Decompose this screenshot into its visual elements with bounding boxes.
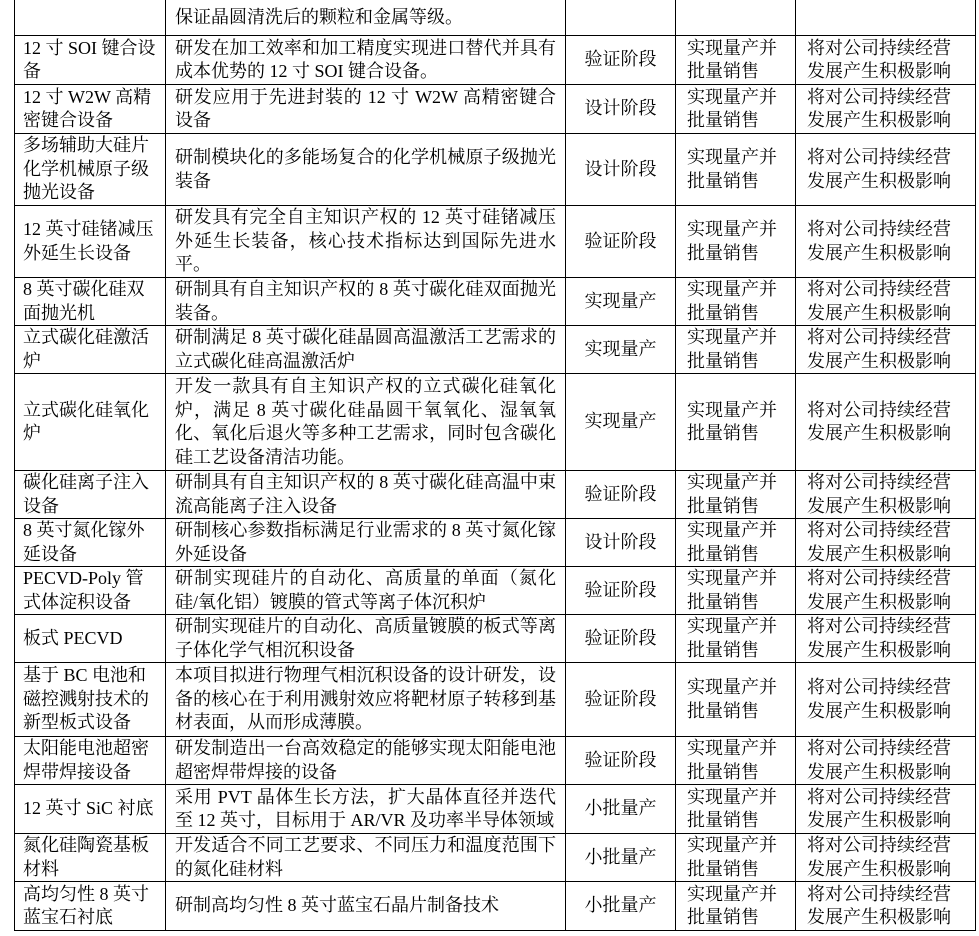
cell-impact-text: 将对公司持续经营发展产生积极影响 [807, 86, 951, 130]
cell-stage [566, 737, 676, 784]
cell-impact-text: 将对公司持续经营发展产生积极影响 [807, 677, 951, 721]
cell-target [676, 36, 796, 84]
cell-goal-text: 研发在加工效率和加工精度实现进口替代并具有成本优势的 12 寸 SOI 键合设备。 [175, 37, 556, 81]
cell-goal [166, 471, 566, 518]
cell-target [676, 737, 796, 784]
cell-stage-text: 验证阶段 [584, 230, 657, 251]
cell-impact-text: 将对公司持续经营发展产生积极影响 [807, 37, 951, 81]
cell-target-text: 实现量产并批量销售 [687, 86, 777, 130]
cell-goal [166, 85, 566, 133]
cell-target-text: 实现量产并批量销售 [687, 835, 777, 879]
cell-goal [166, 567, 566, 614]
cell-stage [566, 615, 676, 662]
cell-stage [566, 785, 676, 833]
cell-goal-text: 研制模块化的多能场复合的化学机械原子级抛光装备 [175, 147, 556, 191]
cell-target-text: 实现量产并批量销售 [687, 883, 777, 927]
cell-stage-text: 实现量产 [584, 338, 657, 359]
cell-goal-text: 研制实现硅片的自动化、高质量的单面（氮化硅/氧化铝）镀膜的管式等离子体沉积炉 [175, 568, 556, 612]
cell-goal [166, 663, 566, 736]
project-table [14, 0, 976, 931]
cell-goal [166, 326, 566, 373]
cell-impact [796, 567, 976, 614]
cell-target [676, 134, 796, 205]
table-row [15, 206, 976, 278]
cell-stage [566, 134, 676, 205]
cell-target-text: 实现量产并批量销售 [687, 520, 777, 564]
cell-impact-text: 将对公司持续经营发展产生积极影响 [807, 219, 951, 263]
cell-stage-text: 验证阶段 [584, 627, 657, 648]
cell-target [676, 567, 796, 614]
cell-target-text: 实现量产并批量销售 [687, 472, 777, 516]
cell-stage-text: 验证阶段 [584, 749, 657, 770]
cell-stage [566, 0, 676, 35]
cell-target [676, 882, 796, 930]
cell-stage-text: 实现量产 [584, 290, 657, 311]
cell-stage-text: 小批量产 [584, 846, 657, 867]
cell-goal-text: 研发具有完全自主知识产权的 12 英寸硅锗减压外延生长装备，核心技术指标达到国际先进水平。 [175, 207, 556, 275]
cell-project [15, 374, 166, 470]
cell-impact [796, 471, 976, 518]
cell-goal-text: 研制高均匀性 8 英寸蓝宝石晶片制备技术 [175, 895, 499, 916]
cell-impact-text: 将对公司持续经营发展产生积极影响 [807, 279, 951, 323]
cell-target-text: 实现量产并批量销售 [687, 37, 777, 81]
cell-goal [166, 278, 566, 325]
cell-stage-text: 实现量产 [584, 411, 657, 432]
cell-stage [566, 206, 676, 277]
cell-project-text: 基于 BC 电池和磁控溅射技术的新型板式设备 [23, 665, 149, 733]
cell-impact-text: 将对公司持续经营发展产生积极影响 [807, 147, 951, 191]
cell-stage [566, 85, 676, 133]
cell-project [15, 663, 166, 736]
cell-goal [166, 519, 566, 566]
cell-target [676, 615, 796, 662]
cell-goal-text: 研制具有自主知识产权的 8 英寸碳化硅高温中束流高能离子注入设备 [175, 472, 556, 516]
cell-project-text: 氮化硅陶瓷基板材料 [23, 835, 149, 879]
cell-target [676, 374, 796, 470]
cell-stage-text: 验证阶段 [584, 579, 657, 600]
cell-impact [796, 834, 976, 881]
cell-target [676, 834, 796, 881]
cell-project-text: 太阳能电池超密焊带焊接设备 [23, 738, 149, 782]
cell-impact [796, 206, 976, 277]
cell-target [676, 278, 796, 325]
cell-impact-text: 将对公司持续经营发展产生积极影响 [807, 568, 951, 612]
cell-goal-text: 本项目拟进行物理气相沉积设备的设计研发，设备的核心在于利用溅射效应将靶材原子转移到基材表面，从而形成薄膜。 [175, 665, 556, 733]
cell-stage [566, 834, 676, 881]
table-row [15, 567, 976, 615]
cell-target-text: 实现量产并批量销售 [687, 147, 777, 191]
cell-impact [796, 519, 976, 566]
cell-goal-text: 研发制造出一台高效稳定的能够实现太阳能电池超密焊带焊接的设备 [175, 738, 556, 782]
cell-project [15, 85, 166, 133]
cell-project [15, 326, 166, 373]
cell-target [676, 471, 796, 518]
cell-target-text: 实现量产并批量销售 [687, 327, 777, 371]
cell-target-text: 实现量产并批量销售 [687, 786, 777, 830]
cell-goal [166, 615, 566, 662]
cell-project-text: 8 英寸氮化镓外延设备 [23, 520, 145, 564]
cell-stage [566, 278, 676, 325]
cell-goal [166, 785, 566, 833]
cell-project-text: 碳化硅离子注入设备 [23, 472, 149, 516]
cell-project-text: PECVD-Poly 管式体淀积设备 [23, 568, 144, 612]
cell-project-text: 高均匀性 8 英寸蓝宝石衬底 [23, 883, 149, 927]
cell-goal [166, 882, 566, 930]
cell-impact-text: 将对公司持续经营发展产生积极影响 [807, 786, 951, 830]
table-row [15, 882, 976, 931]
cell-target-text: 实现量产并批量销售 [687, 399, 777, 443]
table-row [15, 85, 976, 134]
cell-impact [796, 785, 976, 833]
cell-impact-text: 将对公司持续经营发展产生积极影响 [807, 738, 951, 782]
cell-goal-text: 保证晶圆清洗后的颗粒和金属等级。 [175, 6, 463, 27]
cell-project-text: 12 英寸硅锗减压外延生长设备 [23, 219, 154, 263]
cell-impact-text: 将对公司持续经营发展产生积极影响 [807, 616, 951, 660]
cell-goal-text: 研发应用于先进封装的 12 寸 W2W 高精密键合设备 [175, 86, 556, 130]
cell-goal [166, 374, 566, 470]
cell-stage-text: 验证阶段 [584, 483, 657, 504]
cell-impact [796, 0, 976, 35]
cell-impact-text: 将对公司持续经营发展产生积极影响 [807, 399, 951, 443]
table-row [15, 134, 976, 206]
table-row [15, 0, 976, 36]
cell-project-text: 12 寸 W2W 高精密键合设备 [23, 86, 152, 130]
cell-impact-text: 将对公司持续经营发展产生积极影响 [807, 835, 951, 879]
cell-project-text: 8 英寸碳化硅双面抛光机 [23, 279, 145, 323]
cell-impact [796, 85, 976, 133]
cell-project-text: 多场辅助大硅片化学机械原子级抛光设备 [23, 135, 149, 203]
table-row [15, 519, 976, 567]
cell-project [15, 785, 166, 833]
cell-impact [796, 882, 976, 930]
cell-goal-text: 开发适合不同工艺要求、不同压力和温度范围下的氮化硅材料 [175, 835, 556, 879]
cell-stage [566, 471, 676, 518]
table-row [15, 36, 976, 85]
cell-stage-text: 验证阶段 [584, 49, 657, 70]
cell-project [15, 834, 166, 881]
cell-impact [796, 278, 976, 325]
cell-stage-text: 小批量产 [584, 895, 657, 916]
cell-stage [566, 36, 676, 84]
table-row [15, 326, 976, 374]
cell-stage [566, 326, 676, 373]
cell-project-text: 12 英寸 SiC 衬底 [23, 798, 154, 819]
cell-stage [566, 663, 676, 736]
cell-project [15, 278, 166, 325]
cell-goal [166, 737, 566, 784]
cell-impact [796, 374, 976, 470]
cell-target-text: 实现量产并批量销售 [687, 219, 777, 263]
cell-stage [566, 374, 676, 470]
cell-impact-text: 将对公司持续经营发展产生积极影响 [807, 520, 951, 564]
cell-project [15, 567, 166, 614]
table-row [15, 737, 976, 785]
cell-impact-text: 将对公司持续经营发展产生积极影响 [807, 472, 951, 516]
cell-project-text: 板式 PECVD [23, 627, 123, 648]
table-row [15, 615, 976, 663]
cell-goal [166, 36, 566, 84]
cell-impact [796, 36, 976, 84]
cell-target [676, 663, 796, 736]
cell-stage [566, 882, 676, 930]
cell-project [15, 471, 166, 518]
cell-target-text: 实现量产并批量销售 [687, 677, 777, 721]
table-row [15, 278, 976, 326]
cell-project [15, 615, 166, 662]
cell-stage [566, 519, 676, 566]
cell-stage-text: 验证阶段 [584, 688, 657, 709]
cell-project-text: 12 寸 SOI 键合设备 [23, 37, 156, 81]
cell-project-text: 立式碳化硅激活炉 [23, 327, 149, 371]
table-row [15, 834, 976, 882]
cell-impact [796, 737, 976, 784]
cell-goal [166, 134, 566, 205]
cell-project [15, 206, 166, 277]
cell-stage-text: 小批量产 [584, 798, 657, 819]
cell-project-text: 立式碳化硅氧化炉 [23, 399, 149, 443]
cell-impact-text: 将对公司持续经营发展产生积极影响 [807, 883, 951, 927]
cell-stage-text: 设计阶段 [584, 158, 657, 179]
cell-goal-text: 开发一款具有自主知识产权的立式碳化硅氧化炉，满足 8 英寸碳化硅晶圆干氧氧化、湿氧氧化、氧化后退火等多种工艺需求，同时包含碳化硅工艺设备清洁功能。 [175, 376, 556, 467]
cell-target [676, 785, 796, 833]
cell-impact-text: 将对公司持续经营发展产生积极影响 [807, 327, 951, 371]
cell-project [15, 737, 166, 784]
cell-target [676, 85, 796, 133]
cell-project [15, 36, 166, 84]
cell-target-text: 实现量产并批量销售 [687, 568, 777, 612]
table-row [15, 374, 976, 471]
table-row [15, 663, 976, 737]
cell-impact [796, 663, 976, 736]
cell-goal-text: 研制核心参数指标满足行业需求的 8 英寸氮化镓外延设备 [175, 520, 556, 564]
cell-impact [796, 615, 976, 662]
cell-project [15, 519, 166, 566]
cell-stage-text: 设计阶段 [584, 98, 657, 119]
cell-goal [166, 206, 566, 277]
cell-goal-text: 研制满足 8 英寸碳化硅晶圆高温激活工艺需求的立式碳化硅高温激活炉 [175, 327, 556, 371]
table-row [15, 471, 976, 519]
cell-goal [166, 834, 566, 881]
cell-goal-text: 研制具有自主知识产权的 8 英寸碳化硅双面抛光装备。 [175, 279, 556, 323]
cell-goal-text: 采用 PVT 晶体生长方法，扩大晶体直径并迭代至 12 英寸，目标用于 AR/VR 及功率半导体领域 [175, 786, 556, 830]
cell-target-text: 实现量产并批量销售 [687, 616, 777, 660]
cell-goal-text: 研制实现硅片的自动化、高质量镀膜的板式等离子体化学气相沉积设备 [175, 616, 556, 660]
cell-stage-text: 设计阶段 [584, 531, 657, 552]
cell-impact [796, 326, 976, 373]
table-row [15, 785, 976, 834]
cell-target [676, 206, 796, 277]
cell-target-text: 实现量产并批量销售 [687, 279, 777, 323]
cell-target [676, 0, 796, 35]
cell-project [15, 134, 166, 205]
cell-project [15, 0, 166, 35]
cell-target [676, 326, 796, 373]
cell-target-text: 实现量产并批量销售 [687, 738, 777, 782]
cell-goal [166, 0, 566, 35]
cell-stage [566, 567, 676, 614]
cell-target [676, 519, 796, 566]
cell-impact [796, 134, 976, 205]
cell-project [15, 882, 166, 930]
